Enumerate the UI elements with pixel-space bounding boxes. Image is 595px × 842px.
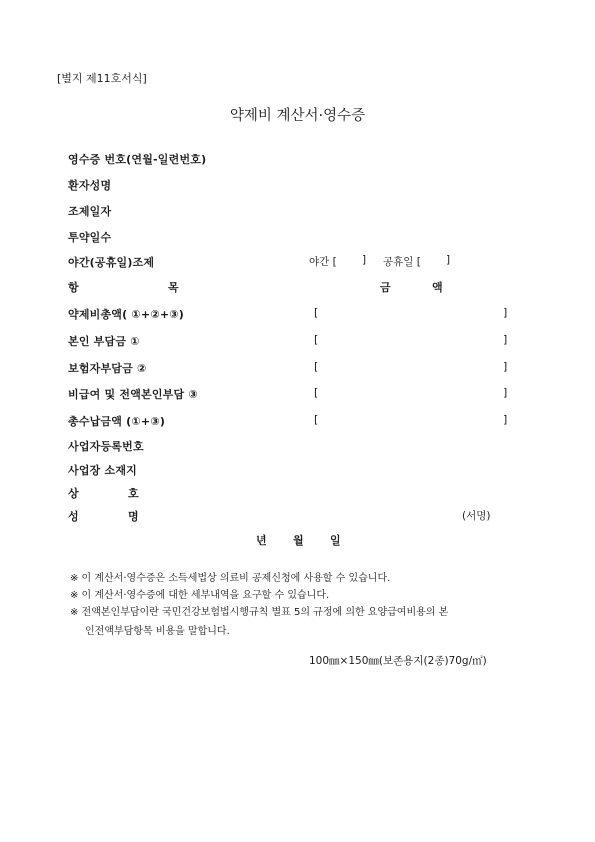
note-1: ※ 이 계산서·영수증은 소득세법상 의료비 공제신청에 사용할 수 있습니다. [70,573,391,584]
note-3-continuation: 인전액부담항목 비용을 말합니다. [85,626,230,637]
row-noncovered-open: [ [314,386,319,399]
representative-label-1: 성 [68,510,79,523]
date-year: 년 [256,534,267,547]
note-2: ※ 이 계산서·영수증에 대한 세부내역을 요구할 수 있습니다. [70,590,330,601]
header-item-1: 항 [68,281,79,294]
header-amount-1: 금 [380,281,391,294]
representative-label-2: 명 [128,510,139,523]
holiday-label: 공휴일 [ [383,256,421,268]
row-patient-share-open: [ [314,333,319,346]
header-item-2: 목 [168,281,179,294]
night-label: 야간 [ [309,256,337,268]
dosage-days-label: 투약일수 [68,231,112,244]
row-total-close: ] [503,306,508,319]
patient-name-label: 환자성명 [68,179,112,192]
row-total-received-label: 총수납금액 (①+③) [68,415,166,428]
business-address-label: 사업장 소재지 [68,464,137,477]
business-name-label-1: 상 [68,487,79,500]
row-insurer-share-close: ] [503,360,508,373]
row-insurer-share-open: [ [314,360,319,373]
dispense-date-label: 조제일자 [68,205,112,218]
row-patient-share-label: 본인 부담금 ① [68,335,140,348]
row-total-open: [ [314,306,319,319]
row-noncovered-label: 비급여 및 전액본인부담 ③ [68,388,198,401]
header-amount-2: 액 [432,281,443,294]
night-bracket-close: ] [362,254,367,266]
row-insurer-share-label: 보험자부담금 ② [68,362,147,375]
row-total-label: 약제비총액( ①+②+③) [68,308,184,321]
document-title: 약제비 계산서·영수증 [229,108,366,124]
date-day: 일 [330,534,341,547]
row-patient-share-close: ] [503,333,508,346]
receipt-number-label: 영수증 번호(연월-일련번호) [68,153,207,166]
business-registration-label: 사업자등록번호 [68,440,144,453]
note-3: ※ 전액본인부담이란 국민건강보험법시행규칙 별표 5의 규정에 의한 요양급여비용의 본 [70,607,449,618]
form-number: [별지 제11호서식] [57,72,147,85]
night-holiday-label: 야간(공휴일)조제 [68,256,155,269]
paper-spec: 100㎜×150㎜(보존용지(2종)70g/㎡) [309,655,487,667]
business-name-label-2: 호 [128,487,139,500]
row-total-received-close: ] [503,413,508,426]
row-noncovered-close: ] [503,386,508,399]
signature-label: (서명) [462,510,491,522]
row-total-received-open: [ [314,413,319,426]
date-month: 월 [293,534,304,547]
holiday-bracket-close: ] [446,254,451,266]
